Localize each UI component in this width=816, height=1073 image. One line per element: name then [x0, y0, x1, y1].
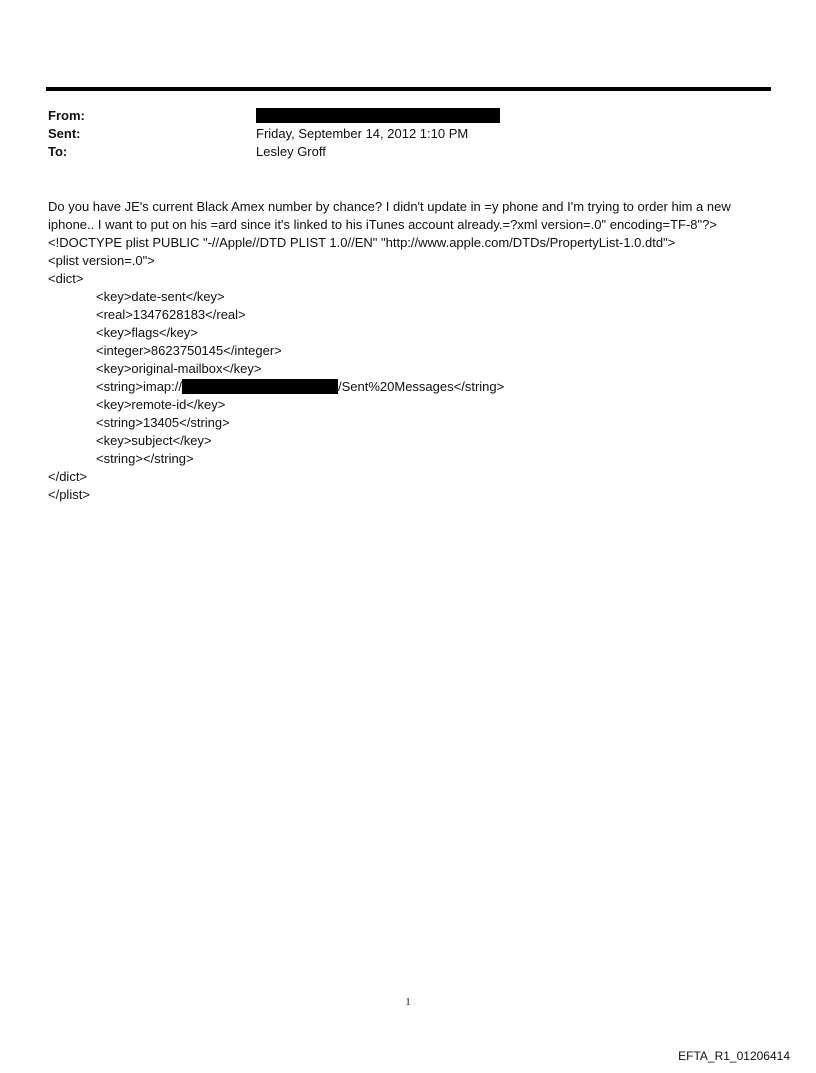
body-line: <string>13405</string>	[96, 415, 230, 430]
redaction-block	[256, 108, 500, 123]
sent-value: Friday, September 14, 2012 1:10 PM	[256, 126, 469, 141]
body-line: iphone.. I want to put on his =ard since it's linked to his iTunes account already.=?xml version=.0" encoding=TF-8"?>	[48, 217, 717, 232]
body-line: Do you have JE's current Black Amex number by chance? I didn't update in =y phone and I'm trying to order him a new	[48, 199, 731, 214]
body-line: <dict>	[48, 271, 84, 286]
body-line: <!DOCTYPE plist PUBLIC "-//Apple//DTD PLIST 1.0//EN" "http://www.apple.com/DTDs/PropertyList-1.0.dtd">	[48, 235, 676, 250]
body-line-redacted	[48, 378, 768, 396]
body-line-suffix: /Sent%20Messages</string>	[338, 379, 505, 394]
sent-label: Sent:	[48, 126, 81, 141]
document-id: EFTA_R1_01206414	[678, 1049, 790, 1063]
body-line: <string></string>	[96, 451, 194, 466]
body-line: <key>date-sent</key>	[96, 289, 225, 304]
body-line: </dict>	[48, 469, 88, 484]
body-line: <integer>8623750145</integer>	[96, 343, 282, 358]
body-line: </plist>	[48, 487, 90, 502]
from-label: From:	[48, 108, 85, 123]
to-label: To:	[48, 144, 68, 159]
page-number: 1	[405, 996, 411, 1008]
from-value-redacted	[256, 107, 500, 125]
body-line: <key>original-mailbox</key>	[96, 361, 262, 376]
body-line: <key>flags</key>	[96, 325, 198, 340]
body-line-prefix: <string>imap://	[96, 379, 182, 394]
message-body	[48, 198, 768, 504]
body-line: <key>subject</key>	[96, 433, 212, 448]
redaction-block	[182, 379, 338, 394]
body-line: <plist version=.0">	[48, 253, 155, 268]
body-line: <key>remote-id</key>	[96, 397, 226, 412]
body-line: <real>1347628183</real>	[96, 307, 246, 322]
to-value: Lesley Groff	[256, 144, 326, 159]
header-rule	[46, 87, 771, 91]
